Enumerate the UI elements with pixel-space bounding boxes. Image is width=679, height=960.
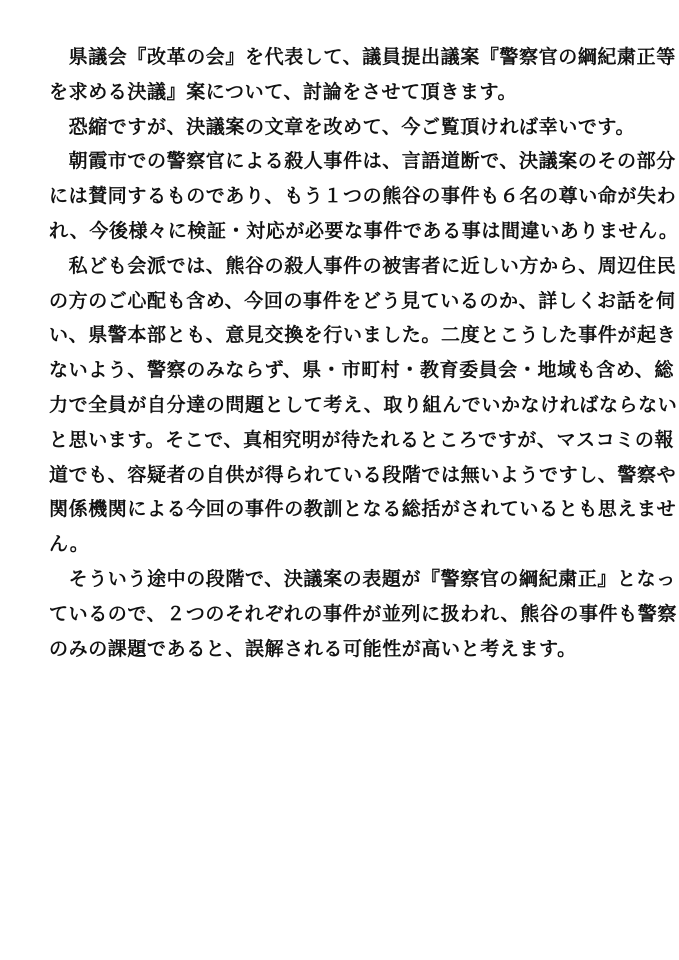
text-line: ているので、２つのそれぞれの事件が並列に扱われ、熊谷の事件も警察 [49,602,677,625]
text-line: の方のご心配も含め、今回の事件をどう見ているのか、詳しくお話を伺 [49,289,676,312]
text-line: を求める決議』案について、討論をさせて頂きます。 [49,80,518,103]
text-line: 関係機関による今回の事件の教訓となる総括がされているとも思えませ [49,498,677,521]
text-line: 私ども会派では、熊谷の殺人事件の被害者に近しい方から、周辺住民 [49,254,677,277]
text-line: 恐縮ですが、決議案の文章を改めて、今ご覧頂ければ幸いです。 [49,115,636,138]
text-line: ん。 [49,533,90,556]
text-line: には賛同するものであり、もう１つの熊谷の事件も６名の尊い命が失わ [49,185,677,208]
text-line: と思います。そこで、真相究明が待たれるところですが、マスコミの報 [49,428,675,451]
text-line: れ、今後様々に検証・対応が必要な事件である事は間違いありません。 [49,219,679,242]
text-line: のみの課題であると、誤解される可能性が高いと考えます。 [49,637,577,660]
text-line: 県議会『改革の会』を代表して、議員提出議案『警察官の綱紀粛正等 [49,46,676,68]
text-line: そういう途中の段階で、決議案の表題が『警察官の綱紀粛正』となっ [49,567,676,590]
text-line: 道でも、容疑者の自供が得られている段階では無いようですし、警察や [49,463,677,486]
text-line: ないよう、警察のみならず、県・市町村・教育委員会・地域も含め、総 [49,359,674,382]
text-line: 力で全員が自分達の問題として考え、取り組んでいかなければならない [49,393,678,416]
text-line: 朝霞市での警察官による殺人事件は、言語道断で、決議案のその部分 [49,150,676,173]
text-line: い、県警本部とも、意見交換を行いました。二度とこうした事件が起き [49,324,677,347]
